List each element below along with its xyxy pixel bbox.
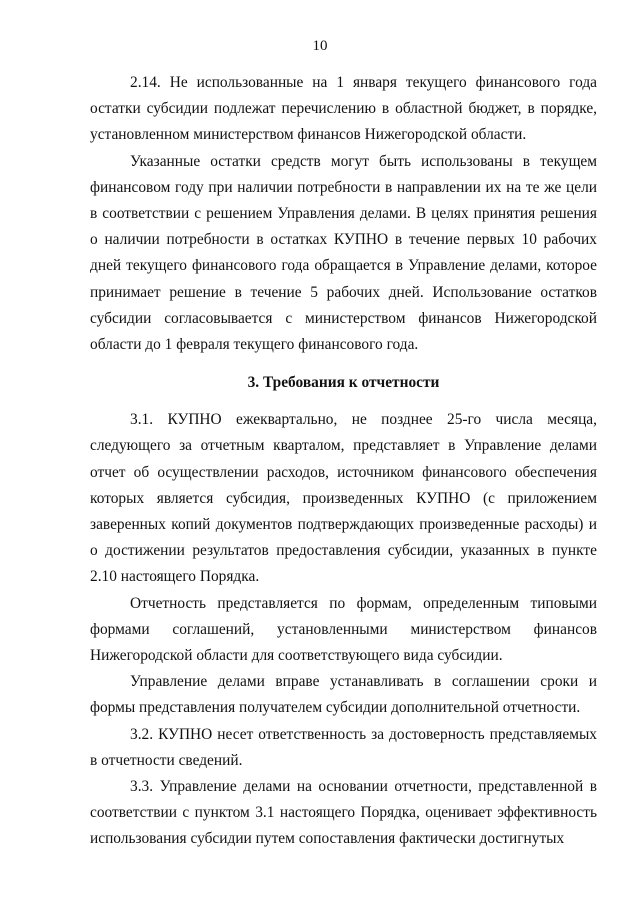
section-heading: 3. Требования к отчетности <box>247 374 440 392</box>
paragraph-2-14: 2.14. Не использованные на 1 января текущего финансового года остатки субсидии подлежат перечислению в областной бюджет, в порядке, установленном министерством финансов Нижегородской области. <box>90 74 597 144</box>
paragraph-3-1: 3.1. КУПНО ежеквартально, не позднее 25-го числа месяца, следующего за отчетным кварталом, представляет в Управление делами отчет об осуществлении расходов, источником финансового обеспечения которых является субсидия, произведенных КУПНО (с приложением заверенных копий документов подтверждающих произведенные расходы) и о достижении результатов предоставления субсидии, указанных в пункте 2.10 настоящего Порядка. <box>90 411 597 586</box>
paragraph-report-forms: Отчетность представляется по формам, определенным типовыми формами соглашений, установленными министерством финансов Нижегородской области для соответствующего вида субсидии. <box>90 594 597 665</box>
paragraph-additional-reporting: Управление делами вправе устанавливать в соглашении сроки и формы представления получателем субсидии дополнительной отчетности. <box>90 673 597 717</box>
paragraph-3-3: 3.3. Управление делами на основании отчетности, представленной в соответствии с пунктом 3.1 настоящего Порядка, оценивает эффективность использования субсидии путем сопоставления фактически достигнутых <box>90 778 597 848</box>
paragraph-remaining-funds: Указанные остатки средств могут быть использованы в текущем финансовом году при наличии потребности в направлении их на те же цели в соответствии с решением Управления делами. В целях принятия решения о наличии потребности в остатках КУПНО в течение первых 10 рабочих дней текущего финансового года обращается в Управление делами, которое принимает решение в течение 5 рабочих дней. Использование остатков субсидии согласовывается с министерством финансов Нижегородской области до 1 февраля текущего финансового года. <box>90 152 597 354</box>
document-body <box>90 70 597 853</box>
page-number: 10 <box>312 38 328 54</box>
paragraph-3-2: 3.2. КУПНО несет ответственность за достоверность представляемых в отчетности сведений. <box>90 725 597 769</box>
